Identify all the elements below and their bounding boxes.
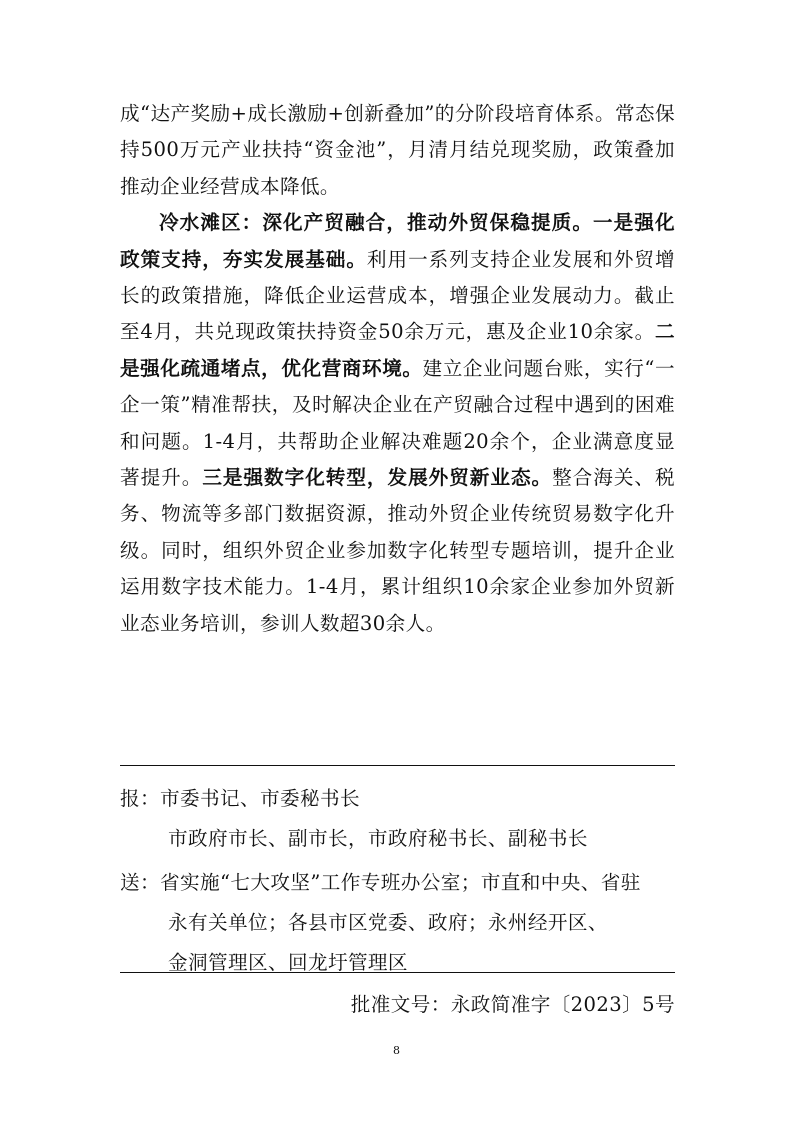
body-text bbox=[120, 96, 675, 642]
report-recipients-2: 市政府市长、副市长，市政府秘书长、副秘书长 bbox=[168, 827, 588, 850]
point1-title: 一是强化政策支持，夯实发展基础。 bbox=[120, 211, 675, 271]
report-recipients-1: 市委书记、市委秘书长 bbox=[160, 787, 360, 810]
point2-text: 建立企业问题台账，实行“一企一策”精准帮扶，及时解决企业在产贸融合过程中遇到的困难和问题。1-4月，共帮助企业解决难题20余个，企业满意度显著提升。 bbox=[120, 356, 675, 490]
report-line-2 bbox=[120, 827, 675, 851]
send-recipients-1: 省实施“七大攻坚”工作专班办公室；市直和中央、省驻 bbox=[160, 871, 641, 894]
lengshuitan-heading: 冷水滩区：深化产贸融合，推动外贸保稳提质。 bbox=[159, 211, 593, 235]
point3-title: 三是强数字化转型，发展外贸新业态。 bbox=[202, 466, 553, 490]
send-line-2 bbox=[120, 911, 675, 935]
send-recipients-2: 永有关单位；各县市区党委、政府；永州经开区、 bbox=[168, 911, 608, 934]
distribution-bottom-rule bbox=[120, 972, 675, 973]
send-label: 送： bbox=[120, 871, 160, 894]
send-line-1 bbox=[120, 871, 675, 895]
report-label: 报： bbox=[120, 787, 160, 810]
distribution-top-rule bbox=[120, 765, 675, 766]
point2-title: 二是强化疏通堵点，优化营商环境。 bbox=[120, 320, 675, 380]
approval-number: 批准文号：永政简准字〔2023〕5号 bbox=[350, 993, 675, 1016]
send-recipients-3: 金洞管理区、回龙圩管理区 bbox=[168, 951, 408, 974]
paragraph-continuation: 成“达产奖励+成长激励+创新叠加”的分阶段培育体系。常态保持500万元产业扶持“资金池”，月清月结兑现奖励，政策叠加推动企业经营成本降低。 bbox=[120, 102, 675, 198]
page-number: 8 bbox=[393, 1044, 400, 1057]
point3-text: 整合海关、税务、物流等多部门数据资源，推动外贸企业传统贸易数字化升级。同时，组织外贸企业参加数字化转型专题培训，提升企业运用数字技术能力。1-4月，累计组织10余家企业参加外贸新业态业务培训，参训人数超30余人。 bbox=[120, 466, 675, 635]
report-line-1 bbox=[120, 787, 675, 811]
paragraph-lengshuitan bbox=[120, 205, 675, 642]
point1-text: 利用一系列支持企业发展和外贸增长的政策措施，降低企业运营成本，增强企业发展动力。截止至4月，共兑现政策扶持资金50余万元，惠及企业10余家。 bbox=[120, 247, 675, 344]
